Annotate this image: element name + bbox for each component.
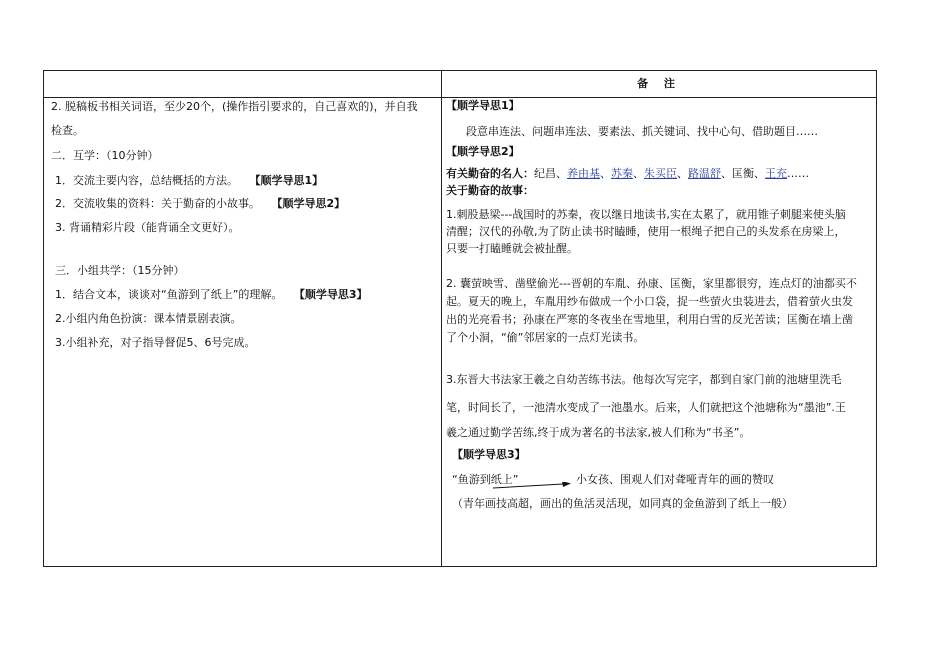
story-2-line-3: 出的光亮看书；孙康在严寒的冬夜坐在雪地里，利用白雪的反光苦读；匡衡在墙上凿 [446,313,853,326]
arrow-right-icon [493,482,571,490]
famous-link[interactable]: 朱买臣 [644,167,677,180]
stories-label: 关于勤奋的故事： [446,184,534,197]
separator: 、匡衡、 [721,167,765,180]
story-2-line-1: 2. 囊萤映雪、凿壁偷光---晋朝的车胤、孙康、匡衡，家里都很穷，连点灯的油都买不 [446,277,857,290]
story-1-line-1: 1.刺股悬梁---战国时的苏秦，夜以继日地读书,实在太累了，就用锥子刺腿来使头脑 [446,208,846,221]
remarks-header: 备 注 [637,77,681,90]
guide-3-note: （青年画技高超，画出的鱼活灵活现，如同真的金鱼游到了纸上一般） [452,497,793,510]
guide-3-title: 【顺学导思3】 [452,448,526,461]
famous-link[interactable]: 王充 [765,167,787,180]
header-divider [44,97,876,98]
famous-people-line [446,167,809,181]
famous-label: 有关勤奋的名人： [446,167,534,180]
column-divider [441,71,442,566]
left-line-8 [55,288,368,302]
task-understanding-text: 1．结合文本，谈谈对“鱼游到了纸上”的理解。 [55,288,283,301]
famous-name: 纪昌、 [534,167,567,180]
story-1-line-2: 清醒；汉代的孙敬,为了防止读书时瞌睡，使用一根绳子把自己的头发系在房梁上， [446,225,846,238]
famous-link[interactable]: 苏秦 [611,167,633,180]
guide-3-quote: “鱼游到纸上” [452,473,519,486]
task-stories-text: 2．交流收集的资料：关于勤奋的小故事。 [55,197,260,210]
story-3-line-1: 3.东晋大书法家王羲之自幼苦练书法。他每次写完字，都到自家门前的池塘里洗毛 [446,373,842,386]
task-summary-text: 1．交流主要内容，总结概括的方法。 [55,174,238,187]
guide-1-methods: 段意串连法、问题串连法、要素法、抓关键词、找中心句、借助题目…… [466,125,818,138]
guide-ref-3: 【顺学导思3】 [293,288,368,301]
left-line-10: 3.小组补充，对子指导督促5、6号完成。 [55,336,256,349]
famous-link[interactable]: 路温舒 [688,167,721,180]
guide-ref-2: 【顺学导思2】 [271,197,346,210]
famous-link[interactable]: 养由基 [567,167,600,180]
left-line-5 [55,197,345,211]
story-3-line-2: 笔，时间长了，一池清水变成了一池墨水。后来，人们就把这个池塘称为“墨池”.王 [446,401,846,414]
section-mutual-learning: 二．互学：（10分钟） [51,149,159,162]
separator: 、 [633,167,644,180]
guide-3-target: 小女孩、围观人们对聋哑青年的画的赞叹 [576,473,774,486]
left-line-9: 2.小组内角色扮演：课本情景剧表演。 [55,312,242,325]
guide-2-title: 【顺学导思2】 [446,145,520,158]
section-group-learning: 三．小组共学：（15分钟） [55,264,185,277]
guide-1-title: 【顺学导思1】 [446,99,520,112]
left-line-1: 2. 脱稿板书相关词语，至少20个，(操作指引要求的，自己喜欢的)，并自我 [51,100,418,113]
left-line-2: 检查。 [51,124,84,137]
left-line-4 [55,174,323,188]
guide-ref-1: 【顺学导思1】 [249,174,324,187]
separator: 、 [600,167,611,180]
story-1-line-3: 只要一打瞌睡就会被扯醒。 [446,242,578,255]
separator: 、 [677,167,688,180]
story-2-line-2: 起。夏天的晚上，车胤用纱布做成一个小口袋，捉一些萤火虫装进去，借着萤火虫发 [446,295,853,308]
ellipsis: …… [787,167,809,180]
story-3-line-3: 羲之通过勤学苦练,终于成为著名的书法家,被人们称为“书圣”。 [446,426,751,439]
story-2-line-4: 了个小洞，“偷”邻居家的一点灯光读书。 [446,331,645,344]
left-line-6: 3. 背诵精彩片段（能背诵全文更好）。 [55,221,240,234]
